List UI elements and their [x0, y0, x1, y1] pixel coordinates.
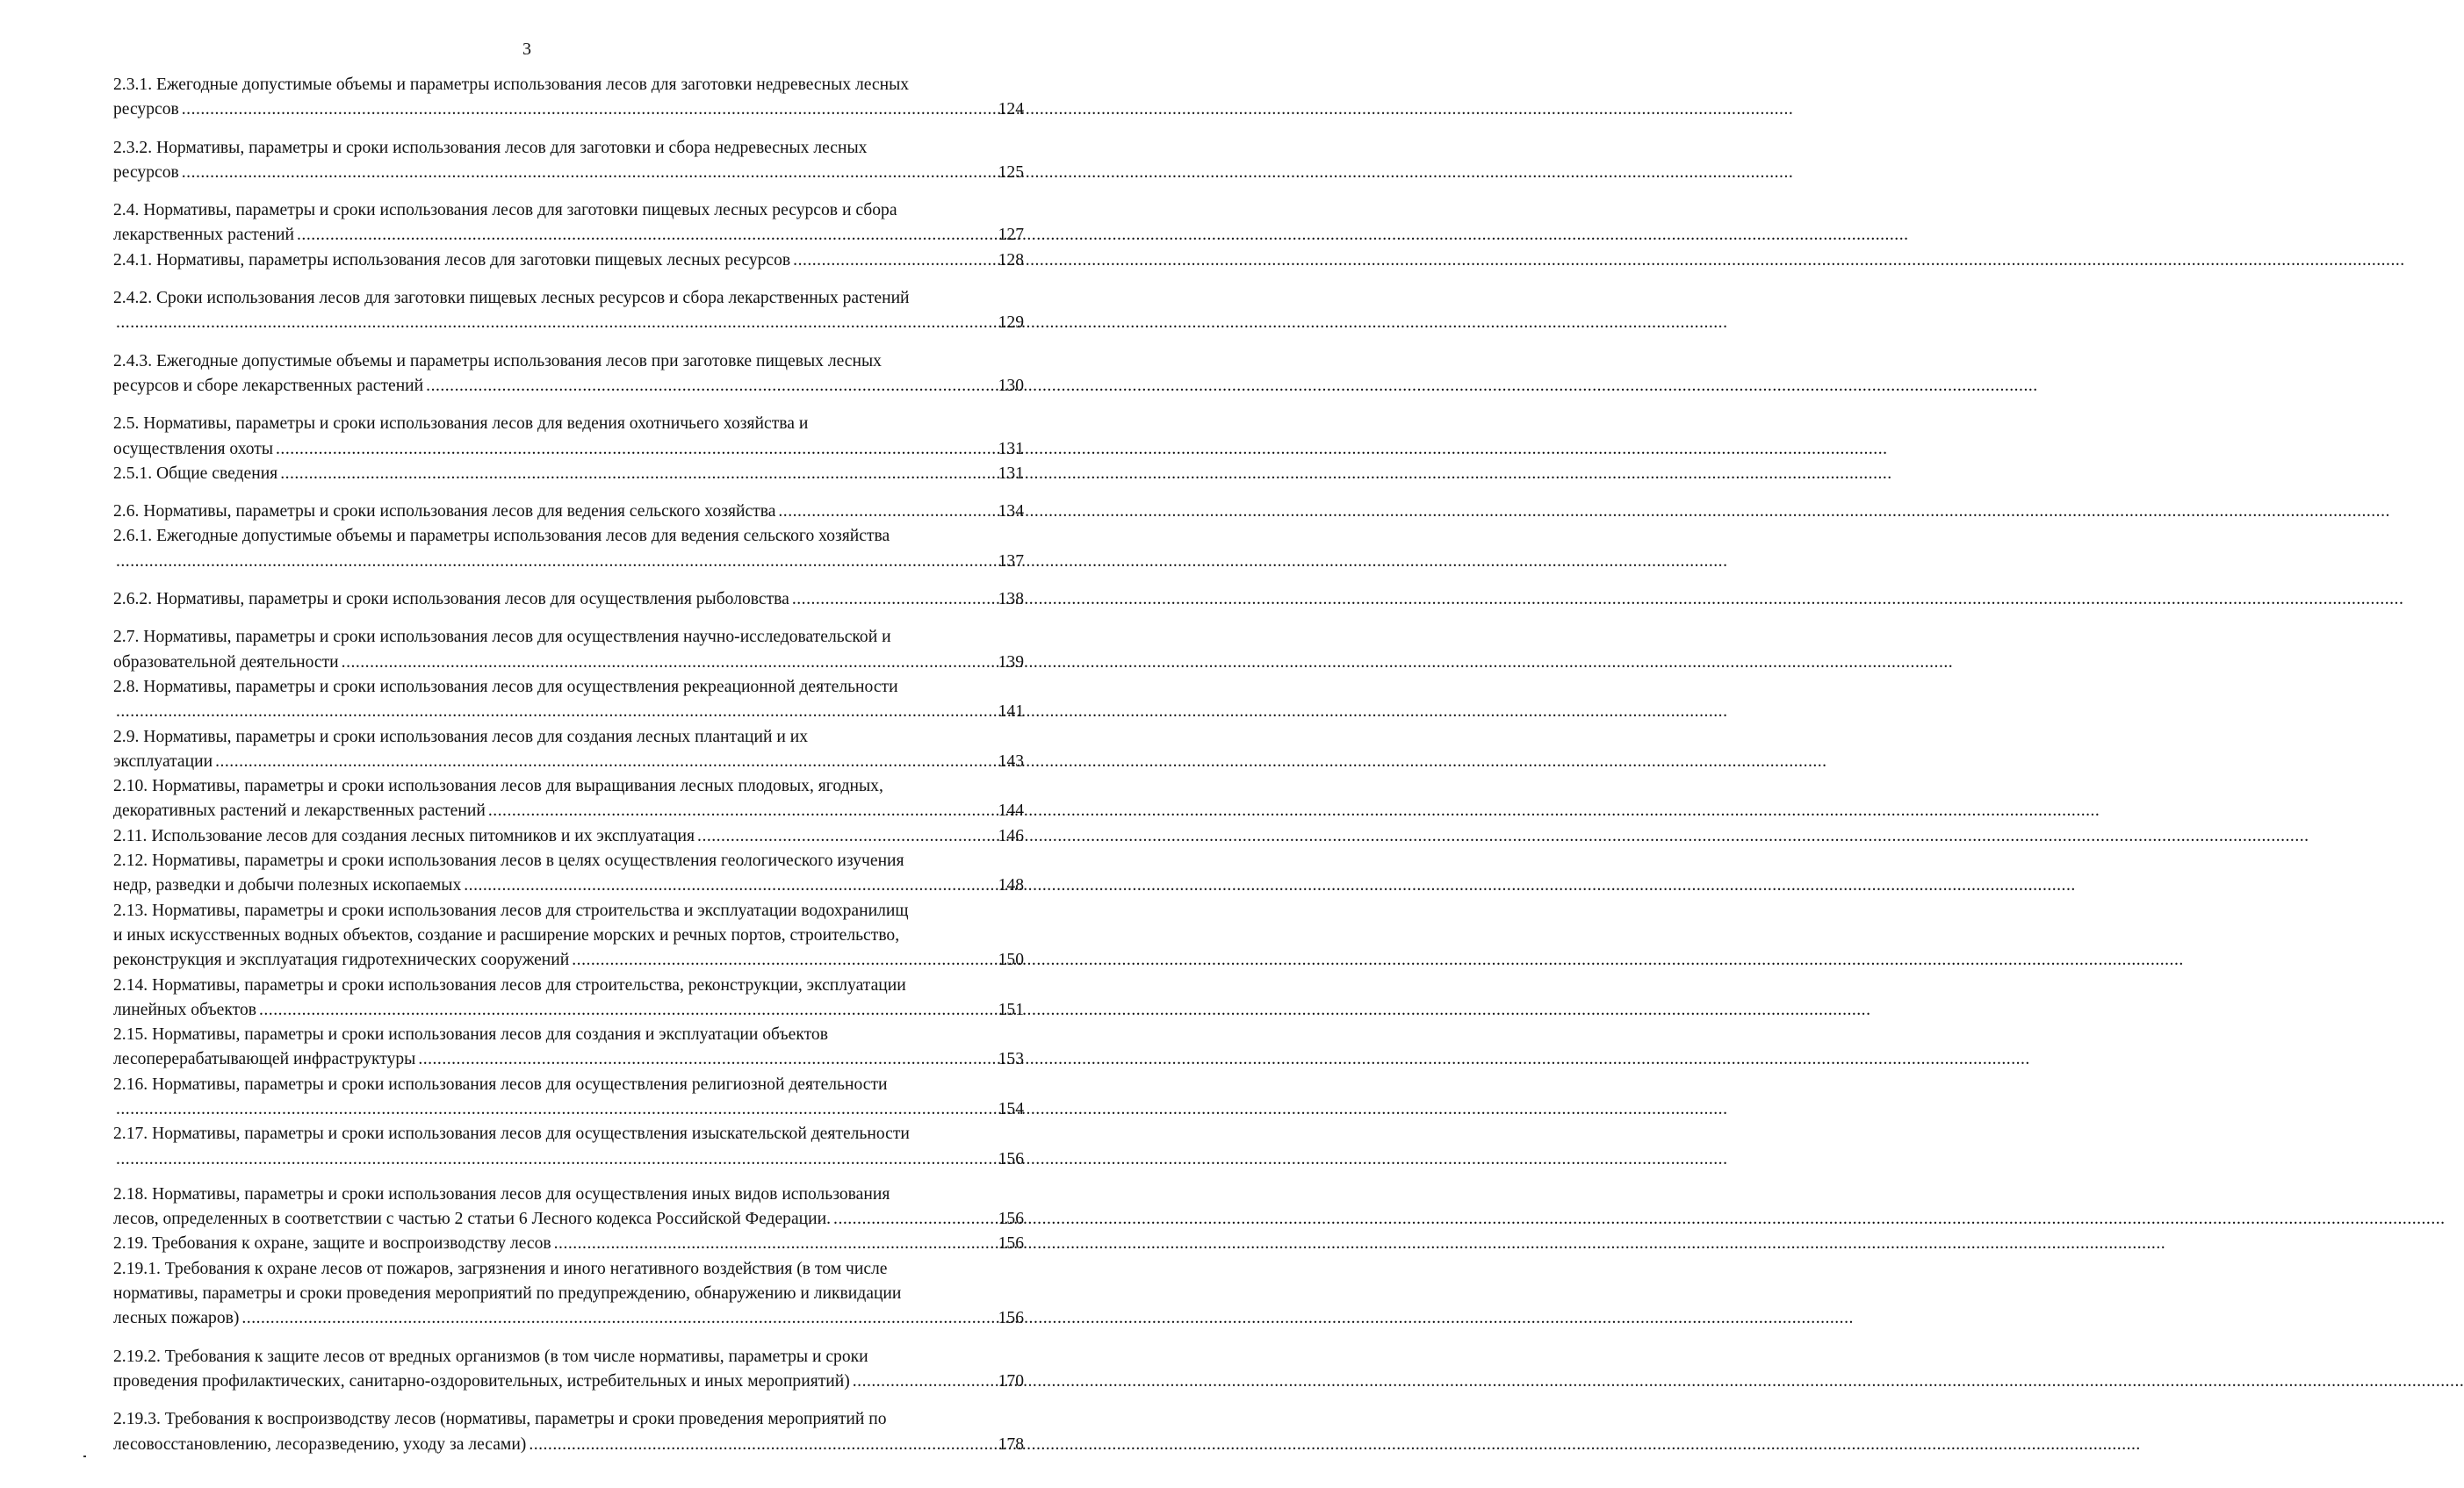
- toc-entry-final-line: [113, 998, 1024, 1023]
- toc-entry[interactable]: [113, 675, 1024, 725]
- toc-entry-text-line: 2.4. Нормативы, параметры и сроки использования лесов для заготовки пищевых лесных ресурсов и сбора: [113, 201, 897, 220]
- toc-entry-final-line: [113, 873, 1024, 898]
- dot-leader: [697, 824, 996, 849]
- toc-entry-title-tail: осуществления охоты: [113, 439, 274, 458]
- toc-entry[interactable]: [113, 412, 1024, 462]
- toc-entry[interactable]: [113, 349, 1024, 399]
- toc-entry-final-line: [113, 161, 1024, 185]
- toc-entry-final-line: [113, 223, 1024, 248]
- toc-entry-text-line: 2.13. Нормативы, параметры и сроки использования лесов для строительства и эксплуатации водохранилищ: [113, 901, 909, 920]
- dot-leader: [116, 550, 996, 574]
- toc-page-number: 146: [998, 826, 1024, 845]
- toc-entry-text-line: 2.3.2. Нормативы, параметры и сроки использования лесов для заготовки и сбора недревесных лесных: [113, 138, 868, 157]
- toc-entry-text-line: 2.7. Нормативы, параметры и сроки использования лесов для осуществления научно-исследовательской и: [113, 628, 891, 647]
- toc-page-number: 141: [998, 702, 1024, 722]
- toc-entry-title-tail: лесных пожаров): [113, 1309, 240, 1328]
- toc-entry[interactable]: [113, 1407, 1024, 1457]
- toc-entry[interactable]: [113, 198, 1024, 248]
- toc-entry-title-tail: 2.4.1. Нормативы, параметры использования лесов для заготовки пищевых лесных ресурсов: [113, 250, 791, 270]
- table-of-contents: [113, 73, 1024, 1457]
- toc-entry-title-tail: лесовосстановлению, лесоразведению, уходу за лесами): [113, 1434, 527, 1454]
- toc-page-number: 137: [998, 551, 1024, 571]
- toc-entry-title-tail: недр, разведки и добычи полезных ископаемых: [113, 876, 462, 895]
- toc-entry-text-line: 2.18. Нормативы, параметры и сроки использования лесов для осуществления иных видов использования: [113, 1184, 890, 1204]
- toc-entry[interactable]: [113, 849, 1024, 899]
- dot-leader: [116, 700, 996, 724]
- dot-leader: [853, 1369, 996, 1394]
- toc-page-number: 139: [998, 652, 1024, 672]
- toc-page-number: 151: [998, 1000, 1024, 1019]
- dot-leader: [464, 873, 995, 898]
- toc-entry[interactable]: [113, 587, 1024, 612]
- toc-entry-title-tail: ресурсов и сборе лекарственных растений: [113, 376, 424, 395]
- toc-entry-title-tail: реконструкция и эксплуатация гидротехнических сооружений: [113, 951, 570, 970]
- dot-leader: [259, 998, 996, 1023]
- dot-leader: [182, 97, 996, 122]
- dot-leader: [241, 1306, 995, 1331]
- toc-entry-final-line: [113, 311, 1024, 335]
- dot-leader: [215, 750, 996, 774]
- toc-entry-title-tail: 2.6.2. Нормативы, параметры и сроки использования лесов для осуществления рыболовства: [113, 590, 789, 609]
- toc-entry-final-line: [113, 1369, 1024, 1394]
- scan-artifact: [83, 1456, 86, 1457]
- dot-leader: [529, 1433, 995, 1457]
- toc-entry[interactable]: [113, 462, 1024, 486]
- toc-page-number: 143: [998, 751, 1024, 771]
- toc-entry[interactable]: [113, 625, 1024, 675]
- toc-entry[interactable]: [113, 286, 1024, 336]
- toc-entry[interactable]: [113, 1345, 1024, 1395]
- toc-entry-title-tail: декоративных растений и лекарственных растений: [113, 802, 486, 821]
- toc-entry-text-line: 2.15. Нормативы, параметры и сроки использования лесов для создания и эксплуатации объектов: [113, 1025, 828, 1045]
- dot-leader: [116, 1097, 996, 1122]
- toc-entry-text-line: 2.12. Нормативы, параметры и сроки использования лесов в целях осуществления геологического изучения: [113, 852, 904, 871]
- toc-entry-final-line: [113, 750, 1024, 774]
- toc-entry-title-tail: лесов, определенных в соответствии с частью 2 статьи 6 Лесного кодекса Российской Федерации.: [113, 1210, 832, 1229]
- document-page: [0, 0, 1054, 1488]
- toc-entry-final-line: [113, 1147, 1024, 1172]
- toc-entry-final-line: [113, 462, 1024, 486]
- toc-page-number: 153: [998, 1050, 1024, 1069]
- toc-entry-text-line: нормативы, параметры и сроки проведения мероприятий по предупреждению, обнаружению и ликвидации: [113, 1284, 902, 1304]
- toc-entry-final-line: [113, 1047, 1024, 1072]
- toc-page-number: 129: [998, 313, 1024, 333]
- toc-entry[interactable]: [113, 774, 1024, 824]
- toc-entry-text-line: 2.10. Нормативы, параметры и сроки использования лесов для выращивания лесных плодовых, ягодных,: [113, 777, 883, 796]
- toc-entry-text-line: и иных искусственных водных объектов, создание и расширение морских и речных портов, строительство,: [113, 925, 900, 945]
- toc-entry-final-line: [113, 1097, 1024, 1122]
- toc-entry-final-line: [113, 799, 1024, 823]
- toc-entry-text-line: 2.19.3. Требования к воспроизводству лесов (нормативы, параметры и сроки проведения мероприятий по: [113, 1410, 887, 1429]
- toc-entry-final-line: [113, 1232, 1024, 1256]
- toc-page-number: 170: [998, 1371, 1024, 1391]
- dot-leader: [280, 462, 995, 486]
- toc-entry[interactable]: [113, 1182, 1024, 1233]
- toc-entry-title-tail: 2.19. Требования к охране, защите и воспроизводству лесов: [113, 1234, 551, 1254]
- dot-leader: [276, 437, 996, 462]
- toc-entry[interactable]: [113, 899, 1024, 974]
- toc-entry-title-tail: лекарственных растений: [113, 226, 295, 245]
- toc-entry-title-tail: ресурсов: [113, 162, 179, 182]
- toc-entry-text-line: 2.4.2. Сроки использования лесов для заготовки пищевых лесных ресурсов и сбора лекарственных растений: [113, 289, 910, 308]
- toc-entry[interactable]: [113, 1122, 1024, 1172]
- toc-page-number: 134: [998, 502, 1024, 521]
- page-number: 3: [522, 40, 531, 59]
- toc-entry-title-tail: образовательной деятельности: [113, 652, 339, 672]
- dot-leader: [793, 248, 995, 273]
- toc-entry-final-line: [113, 824, 1024, 849]
- toc-page-number: 125: [998, 162, 1024, 182]
- toc-entry-text-line: 2.14. Нормативы, параметры и сроки использования лесов для строительства, реконструкции, эксплуатации: [113, 975, 906, 995]
- toc-entry-title-tail: 2.11. Использование лесов для создания лесных питомников и их эксплуатация: [113, 826, 695, 845]
- toc-entry-text-line: 2.3.1. Ежегодные допустимые объемы и параметры использования лесов для заготовки недревесных лесных: [113, 75, 910, 94]
- toc-entry-title-tail: лесоперерабатывающей инфраструктуры: [113, 1050, 416, 1069]
- toc-entry[interactable]: [113, 73, 1024, 123]
- toc-entry-title-tail: эксплуатации: [113, 751, 213, 771]
- dot-leader: [554, 1232, 996, 1256]
- dot-leader: [426, 374, 995, 399]
- toc-entry-title-tail: линейных объектов: [113, 1000, 256, 1019]
- dot-leader: [572, 948, 995, 973]
- toc-page-number: 138: [998, 590, 1024, 609]
- dot-leader: [418, 1047, 995, 1072]
- toc-entry-final-line: [113, 97, 1024, 122]
- dot-leader: [116, 311, 996, 335]
- toc-entry-final-line: [113, 248, 1024, 273]
- toc-page-number: 148: [998, 876, 1024, 895]
- toc-entry-text-line: 2.19.1. Требования к охране лесов от пожаров, загрязнения и иного негативного воздействия (в том числе: [113, 1259, 888, 1278]
- toc-entry[interactable]: [113, 524, 1024, 574]
- toc-entry[interactable]: [113, 1023, 1024, 1073]
- toc-entry-text-line: 2.19.2. Требования к защите лесов от вредных организмов (в том числе нормативы, параметры и сроки: [113, 1347, 868, 1366]
- toc-entry[interactable]: [113, 1073, 1024, 1123]
- toc-entry[interactable]: [113, 1257, 1024, 1332]
- toc-page-number: 154: [998, 1099, 1024, 1118]
- toc-entry-text-line: 2.9. Нормативы, параметры и сроки использования лесов для создания лесных плантаций и их: [113, 727, 809, 746]
- toc-page-number: 131: [998, 439, 1024, 458]
- toc-entry-text-line: 2.8. Нормативы, параметры и сроки использования лесов для осуществления рекреационной деятельности: [113, 677, 898, 696]
- toc-entry-final-line: [113, 948, 1024, 973]
- toc-entry[interactable]: [113, 1232, 1024, 1256]
- toc-entry[interactable]: [113, 974, 1024, 1024]
- toc-page-number: 144: [998, 802, 1024, 821]
- dot-leader: [342, 651, 996, 675]
- toc-entry-final-line: [113, 1306, 1024, 1331]
- toc-page-number: 156: [998, 1210, 1024, 1229]
- toc-entry-text-line: 2.5. Нормативы, параметры и сроки использования лесов для ведения охотничьего хозяйства и: [113, 414, 809, 434]
- toc-entry[interactable]: [113, 248, 1024, 273]
- toc-page-number: 178: [998, 1434, 1024, 1454]
- toc-entry-final-line: [113, 437, 1024, 462]
- toc-page-number: 131: [998, 464, 1024, 483]
- toc-entry-text-line: 2.16. Нормативы, параметры и сроки использования лесов для осуществления религиозной деятельности: [113, 1075, 888, 1094]
- toc-entry[interactable]: [113, 136, 1024, 186]
- toc-entry-final-line: [113, 550, 1024, 574]
- toc-page-number: 156: [998, 1309, 1024, 1328]
- toc-entry[interactable]: [113, 500, 1024, 524]
- toc-page-number: 127: [998, 226, 1024, 245]
- toc-page-number: 130: [998, 376, 1024, 395]
- toc-entry-text-line: 2.4.3. Ежегодные допустимые объемы и параметры использования лесов при заготовке пищевых лесных: [113, 351, 882, 370]
- dot-leader: [297, 223, 996, 248]
- toc-entry[interactable]: [113, 725, 1024, 775]
- toc-entry-text-line: 2.17. Нормативы, параметры и сроки использования лесов для осуществления изыскательской деятельности: [113, 1125, 910, 1144]
- toc-entry-text-line: 2.6.1. Ежегодные допустимые объемы и параметры использования лесов для ведения сельского хозяйства: [113, 527, 890, 546]
- dot-leader: [792, 587, 996, 612]
- toc-page-number: 150: [998, 951, 1024, 970]
- toc-entry-final-line: [113, 1207, 1024, 1232]
- toc-entry-final-line: [113, 374, 1024, 399]
- toc-page-number: 156: [998, 1149, 1024, 1168]
- toc-page-number: 156: [998, 1234, 1024, 1254]
- toc-entry-title-tail: ресурсов: [113, 100, 179, 119]
- dot-leader: [116, 1147, 996, 1172]
- toc-entry[interactable]: [113, 824, 1024, 849]
- toc-entry-title-tail: 2.5.1. Общие сведения: [113, 464, 278, 483]
- toc-entry-final-line: [113, 700, 1024, 724]
- toc-entry-final-line: [113, 1433, 1024, 1457]
- dot-leader: [778, 500, 995, 524]
- dot-leader: [182, 161, 996, 185]
- toc-entry-title-tail: 2.6. Нормативы, параметры и сроки использования лесов для ведения сельского хозяйства: [113, 502, 776, 521]
- dot-leader: [488, 799, 996, 823]
- toc-entry-final-line: [113, 651, 1024, 675]
- toc-entry-title-tail: проведения профилактических, санитарно-оздоровительных, истребительных и иных мероприятий): [113, 1371, 850, 1391]
- toc-entry-final-line: [113, 587, 1024, 612]
- toc-entry-final-line: [113, 500, 1024, 524]
- dot-leader: [833, 1207, 996, 1232]
- toc-page-number: 124: [998, 100, 1024, 119]
- toc-page-number: 128: [998, 250, 1024, 270]
